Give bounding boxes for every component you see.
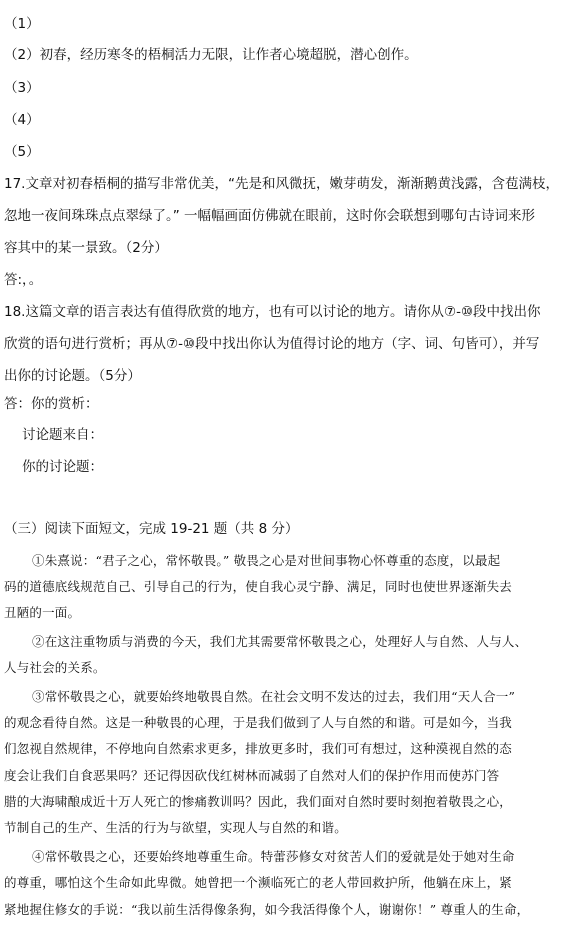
answer-line-4: （4） bbox=[4, 112, 40, 128]
question-18-source: 讨论题来自： bbox=[22, 427, 103, 443]
question-17-line-3: 容其中的某一景致。（2分） bbox=[4, 240, 168, 256]
answer-line-2: （2）初春，经历寒冬的梧桐活力无限，让作者心境超脱，潜心创作。 bbox=[4, 47, 418, 63]
passage-line: 紧地握住修女的手说：“我以前生活得像条狗，如今我活得像个人，谢谢你！” 尊重人的生命， bbox=[4, 902, 530, 917]
passage-line: ③常怀敬畏之心，就要始终地敬畏自然。在社会文明不发达的过去，我们用“天人合一” bbox=[32, 689, 516, 704]
passage-line: 码的道德底线规范自己、引导自己的行为，使自我心灵宁静、满足，同时也使世界逐渐失去 bbox=[4, 579, 513, 594]
question-18-appreciation: 答：你的赏析： bbox=[4, 396, 99, 412]
passage-line: ④常怀敬畏之心，还要始终地尊重生命。特蕾莎修女对贫苦人们的爱就是处于她对生命 bbox=[32, 849, 515, 864]
passage-line: 腊的大海啸酿成近十万人死亡的惨痛教训吗？因此，我们面对自然时要时刻抱着敬畏之心， bbox=[4, 794, 513, 809]
section-3-title: （三）阅读下面短文，完成 19-21 题（共 8 分） bbox=[4, 521, 299, 537]
answer-line-3: （3） bbox=[4, 80, 40, 96]
question-18-line-1: 18.这篇文章的语言表达有值得欣赏的地方，也有可以讨论的地方。请你从⑦-⑩段中找出你 bbox=[4, 304, 541, 320]
question-18-line-2: 欣赏的语句进行赏析；再从⑦-⑩段中找出你认为值得讨论的地方（字、词、句皆可），并写 bbox=[4, 336, 540, 352]
passage-line: 丑陋的一面。 bbox=[4, 605, 81, 620]
question-17-answer: 答:，。 bbox=[4, 272, 43, 288]
passage-line: 的观念看待自然。这是一种敬畏的心理，于是我们做到了人与自然的和谐。可是如今，当我 bbox=[4, 715, 513, 730]
answer-line-1: （1） bbox=[4, 16, 40, 32]
question-18-topic: 你的讨论题： bbox=[22, 459, 103, 475]
passage-line: 的尊重，哪怕这个生命如此卑微。她曾把一个濒临死亡的老人带回救护所，他躺在床上，紧 bbox=[4, 875, 513, 890]
passage-line: 人与社会的关系。 bbox=[4, 660, 106, 675]
answer-line-5: （5） bbox=[4, 144, 40, 160]
question-17-line-1: 17.文章对初春梧桐的描写非常优美，“先是和风微抚，嫩芽萌发，渐渐鹅黄浅露，含苞满枝， bbox=[4, 176, 559, 192]
passage-line: 们忽视自然规律，不停地向自然索求更多，排放更多时，我们可有想过，这种漠视自然的态 bbox=[4, 741, 513, 756]
passage-line: 度会让我们自食恶果吗？还记得因砍伐红树林而减弱了自然对人们的保护作用而使苏门答 bbox=[4, 768, 500, 783]
passage-line: 节制自己的生产、生活的行为与欲望，实现人与自然的和谐。 bbox=[4, 820, 347, 835]
passage-line: ②在这注重物质与消费的今天，我们尤其需要常怀敬畏之心，处理好人与自然、人与人、 bbox=[32, 634, 528, 649]
question-17-line-2: 忽地一夜间珠珠点点翠绿了。” 一幅幅画面仿佛就在眼前，这时你会联想到哪句古诗词来形 bbox=[4, 208, 536, 224]
passage-line: ①朱熹说：“君子之心，常怀敬畏。” 敬畏之心是对世间事物心怀尊重的态度，以最起 bbox=[32, 553, 501, 568]
question-18-line-3: 出你的讨论题。（5分） bbox=[4, 368, 141, 384]
